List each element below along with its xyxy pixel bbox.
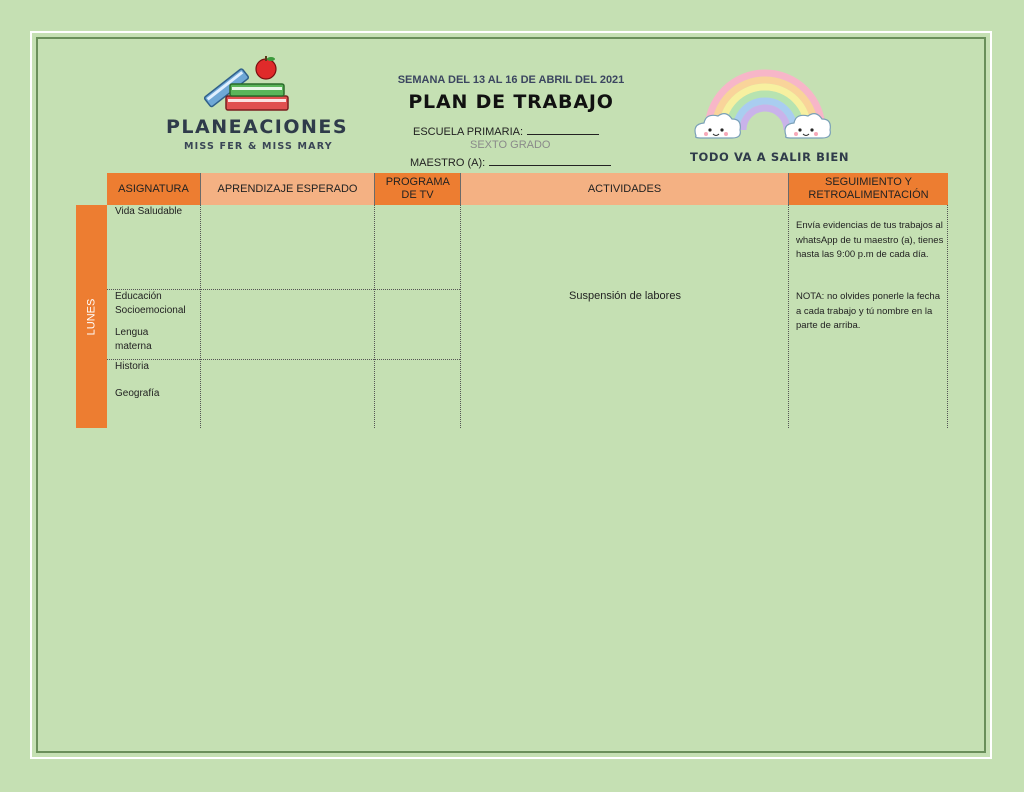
followup-note: NOTA: no olvides ponerle la fecha a cada trabajo y tú nombre en la parte de arriba. [796,291,940,331]
rainbow-clouds-icon [690,58,840,148]
school-field [413,124,599,138]
grid-line [200,205,201,428]
motto-text: TODO VA A SALIR BIEN [690,150,850,164]
subject-vida-saludable: Vida Saludable [115,206,183,217]
books-apple-icon [200,54,292,116]
day-label: LUNES [85,298,98,335]
subject-educacion-socioemocional: Educación Socioemocional [115,291,186,316]
teacher-blank-line [489,155,611,166]
column-header-asignatura: ASIGNATURA [107,173,201,205]
activity-text: Suspensión de labores [569,290,681,302]
grid-line [788,205,789,428]
logo-subtitle: MISS FER & MISS MARY [184,141,333,152]
grid-line [374,205,375,428]
teacher-label: MAESTRO (A): [410,157,486,169]
column-header-programa: PROGRAMA DE TV [375,173,461,205]
grade-label: SEXTO GRADO [470,139,551,151]
subject-geografia: Geografía [115,388,160,399]
logo-title: PLANEACIONES [166,116,349,138]
column-header-actividades: ACTIVIDADES [461,173,789,205]
grid-line [460,205,461,428]
column-header-seguimiento: SEGUIMIENTO Y RETROALIMENTACIÓN [789,173,948,205]
subject-historia: Historia [115,361,149,372]
school-blank-line [527,124,599,135]
followup-instructions: Envía evidencias de tus trabajos al whatsApp de tu maestro (a), tienes hasta las 9:00 p.m de cada día. [796,220,944,260]
page-title: PLAN DE TRABAJO [408,91,614,113]
grid-line [947,205,948,428]
school-label: ESCUELA PRIMARIA: [413,126,524,138]
subject-lengua-materna: Lengua materna [115,327,152,352]
column-header-aprendizaje: APRENDIZAJE ESPERADO [201,173,375,205]
week-range: SEMANA DEL 13 AL 16 DE ABRIL DEL 2021 [397,74,625,86]
teacher-field [410,155,611,169]
